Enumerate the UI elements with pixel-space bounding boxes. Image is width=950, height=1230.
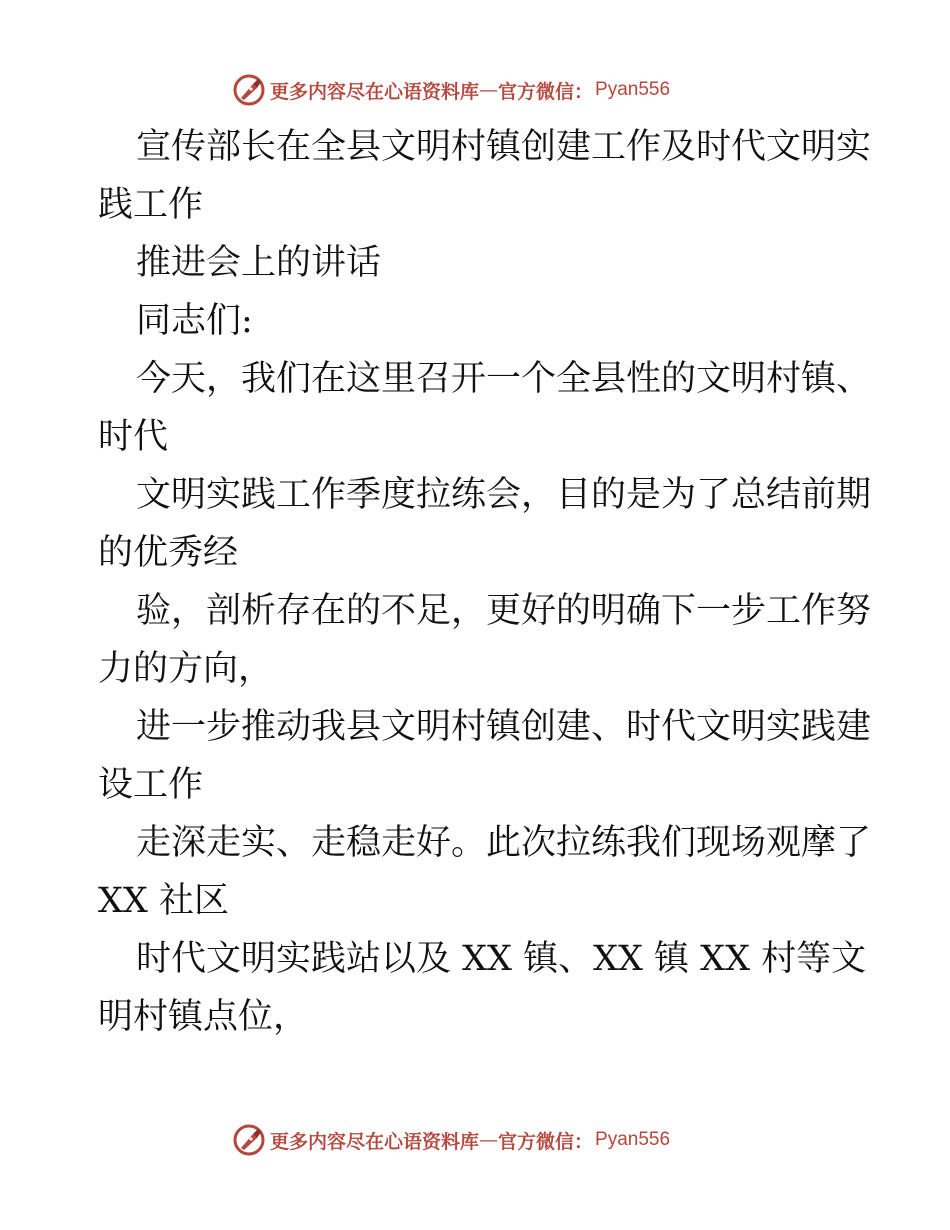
watermark-id: Pyan556 [595,79,671,100]
text-line: 践工作 [98,185,204,225]
watermark-contact: 官方微信： [498,1130,594,1153]
footer-watermark [232,1122,670,1158]
text-line: 进一步推动我县文明村镇创建、时代文明实践建 [136,707,872,747]
header-watermark [232,72,670,108]
text-line: 时代 [98,417,169,457]
text-line: 力的方向， [98,649,274,689]
watermark-text: 更多内容尽在心语资料库 [270,80,480,103]
text-line: 验，剖析存在的不足，更好的明确下一步工作努 [136,591,872,631]
text-line: 宣传部长在全县文明村镇创建工作及时代文明实 [136,127,872,167]
text-line: 走深走实、走稳走好。此次拉练我们现场观摩了 [136,823,872,863]
text-line: 明村镇点位， [98,997,309,1037]
text-line: 设工作 [98,765,204,805]
text-line: 的优秀经 [98,533,239,573]
pen-nib-logo-icon [232,73,266,107]
text-line: 文明实践工作季度拉练会，目的是为了总结前期 [136,475,872,515]
watermark-separator: — [479,1129,499,1151]
text-line: XX 社区 [98,881,229,921]
watermark-id: Pyan556 [595,1129,671,1150]
document-body [98,118,872,1046]
watermark-contact: 官方微信： [498,80,594,103]
text-line: 时代文明实践站以及 XX 镇、XX 镇 XX 村等文 [136,939,867,979]
pen-nib-logo-icon [232,1123,266,1157]
text-line: 同志们: [136,301,253,341]
text-line: 今天，我们在这里召开一个全县性的文明村镇、 [136,359,872,399]
watermark-separator: — [479,79,499,101]
text-line: 推进会上的讲话 [136,243,382,283]
watermark-text: 更多内容尽在心语资料库 [270,1130,480,1153]
